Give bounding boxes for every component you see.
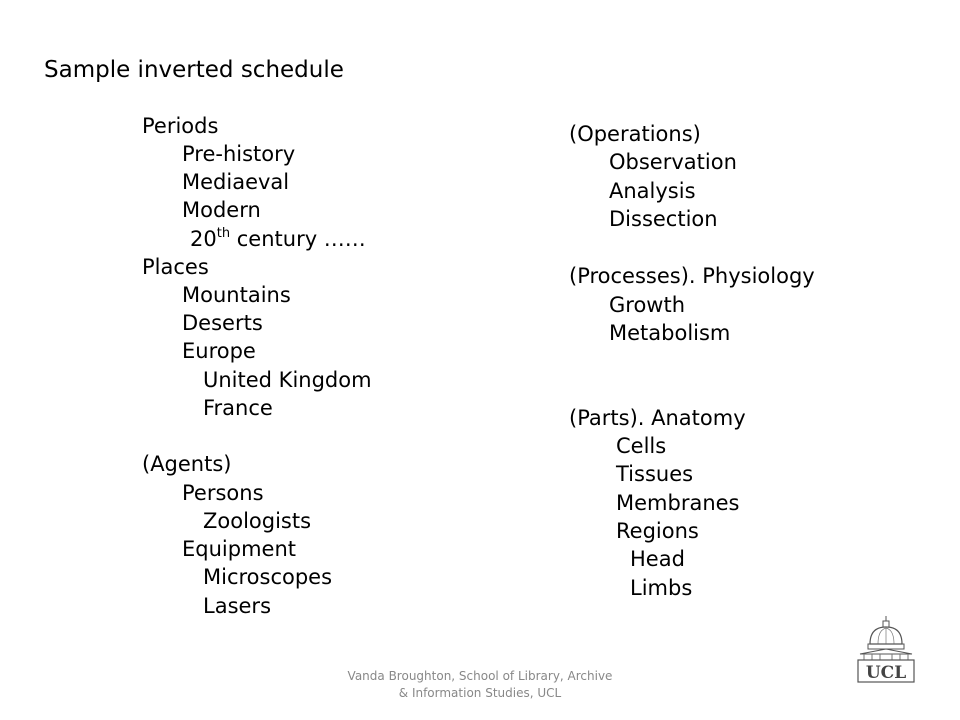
term-france: France <box>203 396 273 420</box>
footer-line-2: & Information Studies, UCL <box>398 686 562 700</box>
facet-agents: (Agents) <box>142 452 232 476</box>
term-lasers: Lasers <box>203 594 272 618</box>
term-analysis: Analysis <box>609 179 696 203</box>
term-metabolism: Metabolism <box>609 321 731 345</box>
term-modern: Modern <box>182 198 261 222</box>
term-20th-rest: century …… <box>230 227 366 251</box>
term-growth: Growth <box>609 293 686 317</box>
ucl-logo-icon <box>852 614 920 686</box>
facet-operations: (Operations) <box>569 122 701 146</box>
facet-periods: Periods <box>142 114 219 138</box>
term-mediaeval: Mediaeval <box>182 170 290 194</box>
term-deserts: Deserts <box>182 311 263 335</box>
term-persons: Persons <box>182 481 264 505</box>
term-20th-number: 20 <box>190 227 217 251</box>
term-tissues: Tissues <box>616 462 694 486</box>
term-limbs: Limbs <box>630 576 693 600</box>
footer-line-1: Vanda Broughton, School of Library, Archive <box>347 669 613 683</box>
term-dissection: Dissection <box>609 207 718 231</box>
ucl-logo-text: UCL <box>865 663 907 683</box>
term-head: Head <box>630 547 685 571</box>
slide-footer <box>300 668 660 702</box>
term-regions: Regions <box>616 519 699 543</box>
term-20th-suffix: th <box>216 226 231 241</box>
term-membranes: Membranes <box>616 491 740 515</box>
slide-title: Sample inverted schedule <box>44 57 344 83</box>
term-united-kingdom: United Kingdom <box>203 368 372 392</box>
term-20th-century <box>190 226 366 252</box>
term-observation: Observation <box>609 150 737 174</box>
term-microscopes: Microscopes <box>203 565 333 589</box>
term-mountains: Mountains <box>182 283 291 307</box>
term-pre-history: Pre-history <box>182 142 296 166</box>
facet-parts: (Parts). Anatomy <box>569 406 746 430</box>
term-cells: Cells <box>616 434 667 458</box>
term-europe: Europe <box>182 339 256 363</box>
facet-processes: (Processes). Physiology <box>569 264 815 288</box>
term-equipment: Equipment <box>182 537 296 561</box>
term-zoologists: Zoologists <box>203 509 312 533</box>
facet-places: Places <box>142 255 209 279</box>
